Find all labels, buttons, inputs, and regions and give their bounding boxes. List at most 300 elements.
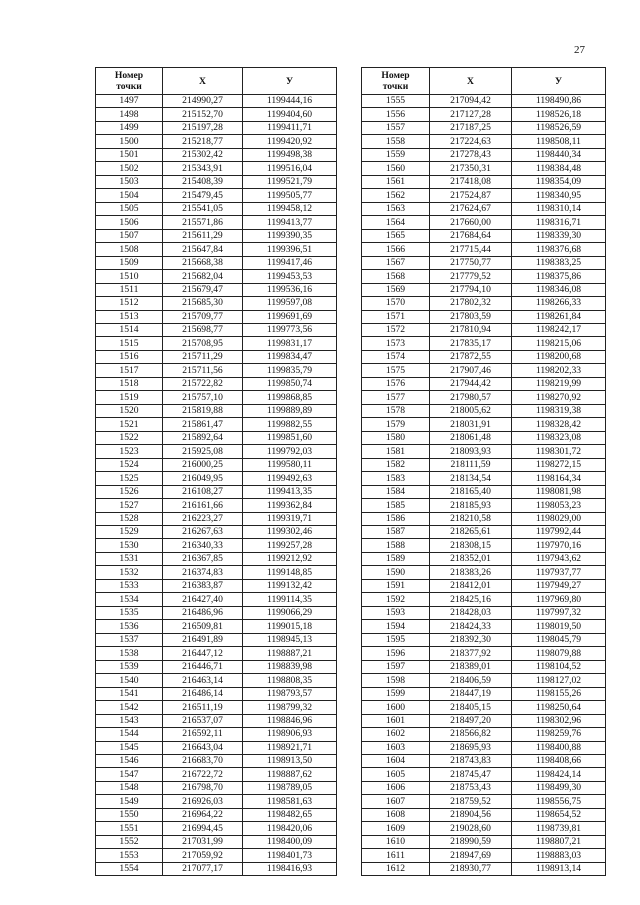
table-row <box>362 566 606 579</box>
cell-y: 1198384,48 <box>512 162 606 175</box>
table-row <box>362 162 606 175</box>
cell-x: 218745,47 <box>430 768 512 781</box>
cell-y: 1198375,86 <box>512 270 606 283</box>
cell-point-number: 1545 <box>96 741 163 754</box>
cell-x: 218308,15 <box>430 539 512 552</box>
cell-y: 1199417,46 <box>243 256 337 269</box>
cell-point-number: 1589 <box>362 552 430 565</box>
cell-y: 1198846,96 <box>243 714 337 727</box>
cell-point-number: 1599 <box>362 687 430 700</box>
table-row <box>96 472 337 485</box>
cell-x: 215647,84 <box>163 243 243 256</box>
cell-y: 1199453,53 <box>243 270 337 283</box>
cell-x: 218753,43 <box>430 781 512 794</box>
cell-point-number: 1585 <box>362 499 430 512</box>
cell-point-number: 1607 <box>362 795 430 808</box>
cell-point-number: 1601 <box>362 714 430 727</box>
cell-point-number: 1588 <box>362 539 430 552</box>
cell-y: 1199413,77 <box>243 216 337 229</box>
cell-point-number: 1529 <box>96 526 163 539</box>
table-row <box>362 202 606 215</box>
cell-x: 219028,60 <box>430 822 512 835</box>
cell-point-number: 1602 <box>362 728 430 741</box>
cell-y: 1198883,03 <box>512 849 606 862</box>
cell-x: 218406,59 <box>430 674 512 687</box>
cell-x: 216994,45 <box>163 822 243 835</box>
cell-x: 216108,27 <box>163 485 243 498</box>
table-row <box>96 135 337 148</box>
table-row <box>362 674 606 687</box>
cell-y: 1198200,68 <box>512 350 606 363</box>
table-row <box>362 728 606 741</box>
table-row <box>96 593 337 606</box>
cell-y: 1198408,66 <box>512 754 606 767</box>
cell-y: 1199148,85 <box>243 566 337 579</box>
cell-point-number: 1608 <box>362 808 430 821</box>
cell-x: 218210,58 <box>430 512 512 525</box>
cell-x: 217059,92 <box>163 849 243 862</box>
table-row <box>362 849 606 862</box>
cell-point-number: 1563 <box>362 202 430 215</box>
table-row <box>362 835 606 848</box>
cell-y: 1198339,30 <box>512 229 606 242</box>
table-row <box>362 350 606 363</box>
cell-x: 215611,29 <box>163 229 243 242</box>
table-row <box>362 822 606 835</box>
cell-y: 1198310,14 <box>512 202 606 215</box>
cell-point-number: 1596 <box>362 647 430 660</box>
cell-point-number: 1584 <box>362 485 430 498</box>
cell-y: 1199212,92 <box>243 552 337 565</box>
cell-x: 217750,77 <box>430 256 512 269</box>
cell-point-number: 1518 <box>96 377 163 390</box>
cell-point-number: 1549 <box>96 795 163 808</box>
table-row <box>96 701 337 714</box>
cell-x: 216161,66 <box>163 499 243 512</box>
cell-x: 215819,88 <box>163 404 243 417</box>
cell-x: 218185,93 <box>430 499 512 512</box>
cell-y: 1198316,71 <box>512 216 606 229</box>
cell-y: 1199411,71 <box>243 121 337 134</box>
table-row <box>96 620 337 633</box>
cell-x: 216722,72 <box>163 768 243 781</box>
cell-y: 1198215,06 <box>512 337 606 350</box>
cell-y: 1198420,06 <box>243 822 337 835</box>
cell-point-number: 1592 <box>362 593 430 606</box>
cell-x: 215682,04 <box>163 270 243 283</box>
cell-point-number: 1540 <box>96 674 163 687</box>
cell-point-number: 1510 <box>96 270 163 283</box>
cell-point-number: 1559 <box>362 148 430 161</box>
cell-x: 216509,81 <box>163 620 243 633</box>
cell-y: 1198323,08 <box>512 431 606 444</box>
cell-x: 217715,44 <box>430 243 512 256</box>
cell-y: 1198508,11 <box>512 135 606 148</box>
table-row <box>96 552 337 565</box>
cell-x: 216427,40 <box>163 593 243 606</box>
table-row <box>96 108 337 121</box>
cell-point-number: 1568 <box>362 270 430 283</box>
table-row <box>362 633 606 646</box>
cell-point-number: 1512 <box>96 297 163 310</box>
cell-x: 217524,87 <box>430 189 512 202</box>
cell-point-number: 1531 <box>96 552 163 565</box>
cell-x: 216446,71 <box>163 660 243 673</box>
cell-x: 216463,14 <box>163 674 243 687</box>
cell-point-number: 1580 <box>362 431 430 444</box>
cell-y: 1198259,76 <box>512 728 606 741</box>
cell-x: 216340,33 <box>163 539 243 552</box>
cell-point-number: 1539 <box>96 660 163 673</box>
cell-point-number: 1556 <box>362 108 430 121</box>
cell-y: 1198906,93 <box>243 728 337 741</box>
cell-point-number: 1506 <box>96 216 163 229</box>
cell-y: 1199413,35 <box>243 485 337 498</box>
cell-x: 215685,30 <box>163 297 243 310</box>
table-row <box>96 835 337 848</box>
cell-x: 218377,92 <box>430 647 512 660</box>
cell-point-number: 1533 <box>96 579 163 592</box>
cell-y: 1199868,85 <box>243 391 337 404</box>
cell-point-number: 1567 <box>362 256 430 269</box>
cell-x: 218389,01 <box>430 660 512 673</box>
table-body <box>96 95 337 876</box>
cell-x: 216367,85 <box>163 552 243 565</box>
cell-x: 217077,17 <box>163 862 243 875</box>
cell-point-number: 1511 <box>96 283 163 296</box>
header-y: У <box>512 68 606 95</box>
cell-x: 218947,69 <box>430 849 512 862</box>
table-row <box>362 660 606 673</box>
table-row <box>96 606 337 619</box>
table-row <box>362 808 606 821</box>
cell-y: 1198242,17 <box>512 323 606 336</box>
table-row <box>96 445 337 458</box>
cell-x: 215197,28 <box>163 121 243 134</box>
cell-x: 217980,57 <box>430 391 512 404</box>
cell-y: 1198053,23 <box>512 499 606 512</box>
cell-y: 1198155,26 <box>512 687 606 700</box>
cell-y: 1199850,74 <box>243 377 337 390</box>
cell-x: 216926,03 <box>163 795 243 808</box>
cell-point-number: 1527 <box>96 499 163 512</box>
table-row <box>362 714 606 727</box>
cell-x: 217224,63 <box>430 135 512 148</box>
cell-x: 218743,83 <box>430 754 512 767</box>
table-row <box>96 647 337 660</box>
cell-y: 1198556,75 <box>512 795 606 808</box>
table-row <box>362 593 606 606</box>
cell-x: 218392,30 <box>430 633 512 646</box>
cell-point-number: 1503 <box>96 175 163 188</box>
cell-x: 218428,03 <box>430 606 512 619</box>
cell-y: 1199132,42 <box>243 579 337 592</box>
table-row <box>362 445 606 458</box>
table-row <box>96 458 337 471</box>
table-row <box>362 539 606 552</box>
table-row <box>96 148 337 161</box>
cell-y: 1198416,93 <box>243 862 337 875</box>
table-row <box>362 701 606 714</box>
table-row <box>362 283 606 296</box>
cell-point-number: 1586 <box>362 512 430 525</box>
cell-y: 1198913,14 <box>512 862 606 875</box>
cell-point-number: 1514 <box>96 323 163 336</box>
cell-x: 216223,27 <box>163 512 243 525</box>
table-row <box>362 189 606 202</box>
cell-point-number: 1600 <box>362 701 430 714</box>
cell-point-number: 1551 <box>96 822 163 835</box>
cell-y: 1198401,73 <box>243 849 337 862</box>
cell-point-number: 1557 <box>362 121 430 134</box>
cell-x: 218412,01 <box>430 579 512 592</box>
cell-y: 1199458,12 <box>243 202 337 215</box>
table-row <box>362 512 606 525</box>
cell-y: 1198383,25 <box>512 256 606 269</box>
table-row <box>362 135 606 148</box>
cell-point-number: 1590 <box>362 566 430 579</box>
table-header-row <box>362 68 606 95</box>
cell-y: 1198789,05 <box>243 781 337 794</box>
cell-y: 1198250,64 <box>512 701 606 714</box>
cell-point-number: 1546 <box>96 754 163 767</box>
table-row <box>96 270 337 283</box>
cell-point-number: 1598 <box>362 674 430 687</box>
header-x: X <box>163 68 243 95</box>
cell-y: 1199834,47 <box>243 350 337 363</box>
cell-y: 1198887,62 <box>243 768 337 781</box>
coordinates-table-right <box>361 67 606 876</box>
cell-x: 218447,19 <box>430 687 512 700</box>
cell-y: 1199792,03 <box>243 445 337 458</box>
table-row <box>362 323 606 336</box>
cell-x: 216383,87 <box>163 579 243 592</box>
table-row <box>362 485 606 498</box>
table-row <box>362 148 606 161</box>
table-row <box>96 674 337 687</box>
cell-point-number: 1611 <box>362 849 430 862</box>
cell-point-number: 1541 <box>96 687 163 700</box>
table-row <box>96 741 337 754</box>
table-row <box>362 458 606 471</box>
cell-x: 215708,95 <box>163 337 243 350</box>
table-row <box>96 633 337 646</box>
cell-point-number: 1515 <box>96 337 163 350</box>
cell-x: 216643,04 <box>163 741 243 754</box>
cell-x: 215711,56 <box>163 364 243 377</box>
cell-y: 1199521,79 <box>243 175 337 188</box>
cell-x: 217802,32 <box>430 297 512 310</box>
cell-x: 215479,45 <box>163 189 243 202</box>
table-row <box>96 283 337 296</box>
table-row <box>362 552 606 565</box>
cell-y: 1197970,16 <box>512 539 606 552</box>
table-row <box>96 539 337 552</box>
cell-x: 216683,70 <box>163 754 243 767</box>
cell-y: 1198424,14 <box>512 768 606 781</box>
cell-point-number: 1566 <box>362 243 430 256</box>
table-row <box>96 687 337 700</box>
cell-y: 1199066,29 <box>243 606 337 619</box>
table-row <box>362 418 606 431</box>
cell-y: 1198346,08 <box>512 283 606 296</box>
table-row <box>362 364 606 377</box>
cell-point-number: 1498 <box>96 108 163 121</box>
cell-y: 1199831,17 <box>243 337 337 350</box>
cell-y: 1198400,09 <box>243 835 337 848</box>
cell-y: 1198654,52 <box>512 808 606 821</box>
cell-point-number: 1537 <box>96 633 163 646</box>
cell-x: 218352,01 <box>430 552 512 565</box>
page-number: 27 <box>574 44 585 56</box>
cell-y: 1198019,50 <box>512 620 606 633</box>
table-row <box>96 337 337 350</box>
cell-x: 218093,93 <box>430 445 512 458</box>
cell-x: 215541,05 <box>163 202 243 215</box>
table-row <box>362 404 606 417</box>
cell-x: 215571,86 <box>163 216 243 229</box>
cell-x: 218405,15 <box>430 701 512 714</box>
cell-x: 217031,99 <box>163 835 243 848</box>
cell-point-number: 1612 <box>362 862 430 875</box>
cell-x: 218759,52 <box>430 795 512 808</box>
cell-y: 1198482,65 <box>243 808 337 821</box>
cell-y: 1198526,59 <box>512 121 606 134</box>
cell-y: 1198219,99 <box>512 377 606 390</box>
table-row <box>362 781 606 794</box>
cell-x: 218424,33 <box>430 620 512 633</box>
cell-y: 1198319,38 <box>512 404 606 417</box>
table-row <box>96 256 337 269</box>
cell-point-number: 1558 <box>362 135 430 148</box>
cell-y: 1199302,46 <box>243 526 337 539</box>
cell-point-number: 1548 <box>96 781 163 794</box>
cell-x: 218497,20 <box>430 714 512 727</box>
cell-point-number: 1561 <box>362 175 430 188</box>
cell-point-number: 1582 <box>362 458 430 471</box>
cell-y: 1198739,81 <box>512 822 606 835</box>
table-row <box>362 310 606 323</box>
table-row <box>362 175 606 188</box>
cell-point-number: 1508 <box>96 243 163 256</box>
table-row <box>362 768 606 781</box>
cell-point-number: 1560 <box>362 162 430 175</box>
cell-x: 217684,64 <box>430 229 512 242</box>
table-row <box>96 714 337 727</box>
cell-y: 1198807,21 <box>512 835 606 848</box>
cell-y: 1199773,56 <box>243 323 337 336</box>
cell-y: 1199498,38 <box>243 148 337 161</box>
cell-y: 1198376,68 <box>512 243 606 256</box>
cell-y: 1198270,92 <box>512 391 606 404</box>
cell-y: 1198164,34 <box>512 472 606 485</box>
table-row <box>96 485 337 498</box>
cell-point-number: 1593 <box>362 606 430 619</box>
table-body <box>362 95 606 876</box>
cell-y: 1198104,52 <box>512 660 606 673</box>
cell-x: 217907,46 <box>430 364 512 377</box>
cell-y: 1198921,71 <box>243 741 337 754</box>
cell-x: 215679,47 <box>163 283 243 296</box>
table-row <box>96 781 337 794</box>
cell-y: 1198887,21 <box>243 647 337 660</box>
table-row <box>96 822 337 835</box>
cell-x: 217127,28 <box>430 108 512 121</box>
cell-y: 1198261,84 <box>512 310 606 323</box>
table-row <box>96 310 337 323</box>
table-row <box>96 849 337 862</box>
table-row <box>96 499 337 512</box>
cell-y: 1199691,69 <box>243 310 337 323</box>
cell-point-number: 1552 <box>96 835 163 848</box>
cell-point-number: 1517 <box>96 364 163 377</box>
cell-x: 216486,14 <box>163 687 243 700</box>
cell-y: 1198328,42 <box>512 418 606 431</box>
cell-x: 217418,08 <box>430 175 512 188</box>
coordinates-table-left <box>95 67 337 876</box>
cell-y: 1197949,27 <box>512 579 606 592</box>
cell-x: 216486,96 <box>163 606 243 619</box>
cell-y: 1199516,04 <box>243 162 337 175</box>
table-row <box>96 121 337 134</box>
cell-y: 1199835,79 <box>243 364 337 377</box>
cell-x: 217794,10 <box>430 283 512 296</box>
table-row <box>362 647 606 660</box>
cell-x: 215757,10 <box>163 391 243 404</box>
cell-y: 1198808,35 <box>243 674 337 687</box>
cell-y: 1198272,15 <box>512 458 606 471</box>
cell-point-number: 1547 <box>96 768 163 781</box>
cell-y: 1198526,18 <box>512 108 606 121</box>
cell-point-number: 1571 <box>362 310 430 323</box>
table-row <box>96 229 337 242</box>
cell-y: 1198202,33 <box>512 364 606 377</box>
table-row <box>362 297 606 310</box>
cell-y: 1198490,86 <box>512 95 606 108</box>
cell-point-number: 1535 <box>96 606 163 619</box>
cell-point-number: 1528 <box>96 512 163 525</box>
table-row <box>362 216 606 229</box>
cell-y: 1199362,84 <box>243 499 337 512</box>
table-row <box>96 579 337 592</box>
cell-x: 217779,52 <box>430 270 512 283</box>
cell-point-number: 1524 <box>96 458 163 471</box>
cell-y: 1199015,18 <box>243 620 337 633</box>
cell-x: 216000,25 <box>163 458 243 471</box>
table-header-row <box>96 68 337 95</box>
cell-y: 1197992,44 <box>512 526 606 539</box>
cell-x: 217944,42 <box>430 377 512 390</box>
cell-point-number: 1578 <box>362 404 430 417</box>
cell-x: 218383,26 <box>430 566 512 579</box>
cell-point-number: 1526 <box>96 485 163 498</box>
cell-x: 218061,48 <box>430 431 512 444</box>
cell-y: 1198081,98 <box>512 485 606 498</box>
cell-point-number: 1579 <box>362 418 430 431</box>
cell-x: 215152,70 <box>163 108 243 121</box>
cell-x: 218165,40 <box>430 485 512 498</box>
cell-y: 1198581,63 <box>243 795 337 808</box>
cell-y: 1199444,16 <box>243 95 337 108</box>
cell-x: 216491,89 <box>163 633 243 646</box>
cell-x: 218005,62 <box>430 404 512 417</box>
cell-y: 1199597,08 <box>243 297 337 310</box>
cell-y: 1197943,62 <box>512 552 606 565</box>
cell-point-number: 1532 <box>96 566 163 579</box>
cell-point-number: 1497 <box>96 95 163 108</box>
cell-x: 218425,16 <box>430 593 512 606</box>
cell-y: 1198266,33 <box>512 297 606 310</box>
